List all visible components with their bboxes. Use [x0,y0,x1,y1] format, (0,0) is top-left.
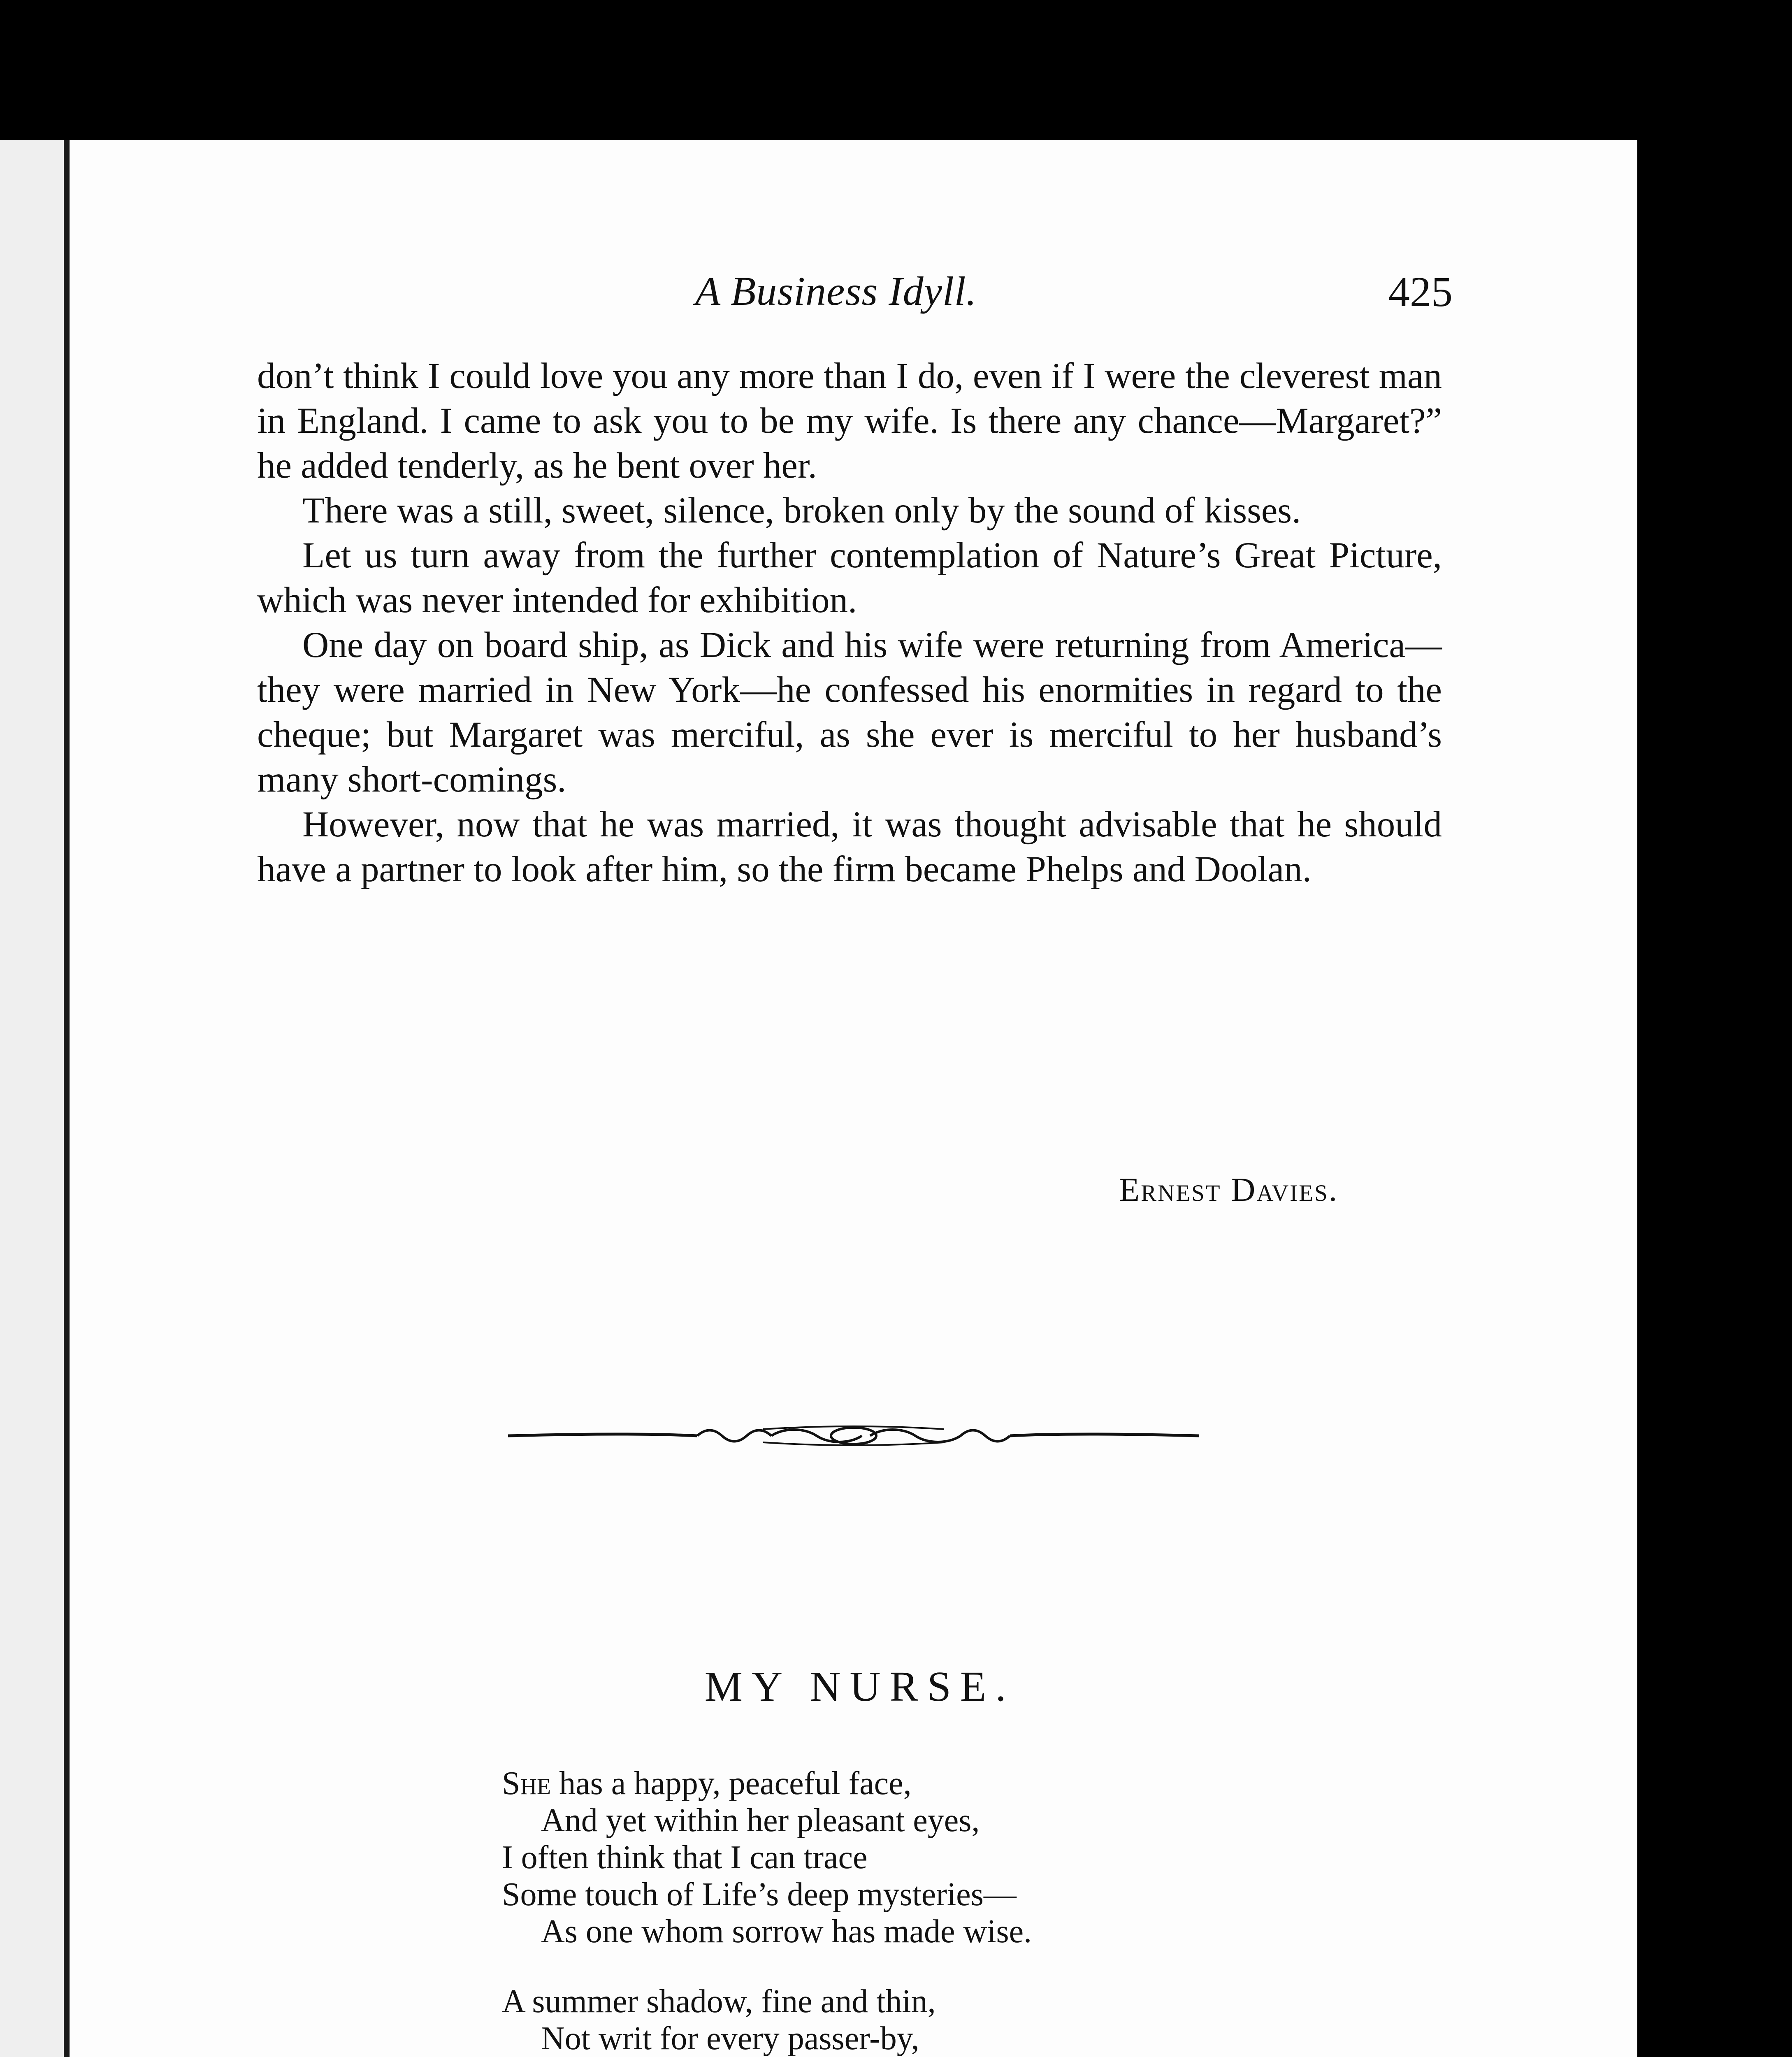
stanza [502,1983,1325,2057]
paragraph: However, now that he was married, it was thought advisable that he should have a partner to look after him, so the firm became Phelps and Doolan. [257,804,1442,889]
paragraph: Let us turn away from the further contemplation of Nature’s Great Picture, which was never intended for exhibition. [257,535,1442,620]
poem-line: A summer shadow, fine and thin, [502,1983,936,2020]
book-page [70,140,1637,2057]
poem-line: Not writ for every passer-by, [541,2020,919,2057]
paragraph: don’t think I could love you any more than I do, even if I were the cleverest man in England. I came to ask you to be my wife. Is there any chance—Margaret?” he added tenderly, as he bent over her. [257,356,1442,486]
poem-line [502,1765,1325,1802]
author-signature: Ernest Davies. [1119,1171,1339,1208]
page-header [70,267,1637,325]
poem-line: Some touch of Life’s deep mysteries— [502,1876,1017,1913]
poem-line: As one whom sorrow has made wise. [541,1913,1032,1950]
poem-line-text: has a happy, peaceful face, [551,1765,912,1802]
drop-word: She [502,1765,551,1802]
poem-line: I often think that I can trace [502,1839,868,1876]
poem-title: MY NURSE. [704,1663,1015,1710]
decorative-rule-ornament [508,1423,1199,1448]
paragraph: One day on board ship, as Dick and his wife were returning from America—they were married in New York—he confessed his enormities in regard to the cheque; but Margaret was merciful, as she ever is merciful to her husband’s many short-comings. [257,625,1442,800]
running-title: A Business Idyll. [695,268,977,314]
poem-line: And yet within her pleasant eyes, [541,1802,980,1839]
story-text [257,354,1442,892]
poem-body [502,1765,1325,2057]
stanza [502,1765,1325,1950]
paragraph: There was a still, sweet, silence, broken only by the sound of kisses. [302,490,1301,531]
book-gutter [64,140,70,2057]
page-number: 425 [1388,268,1453,316]
